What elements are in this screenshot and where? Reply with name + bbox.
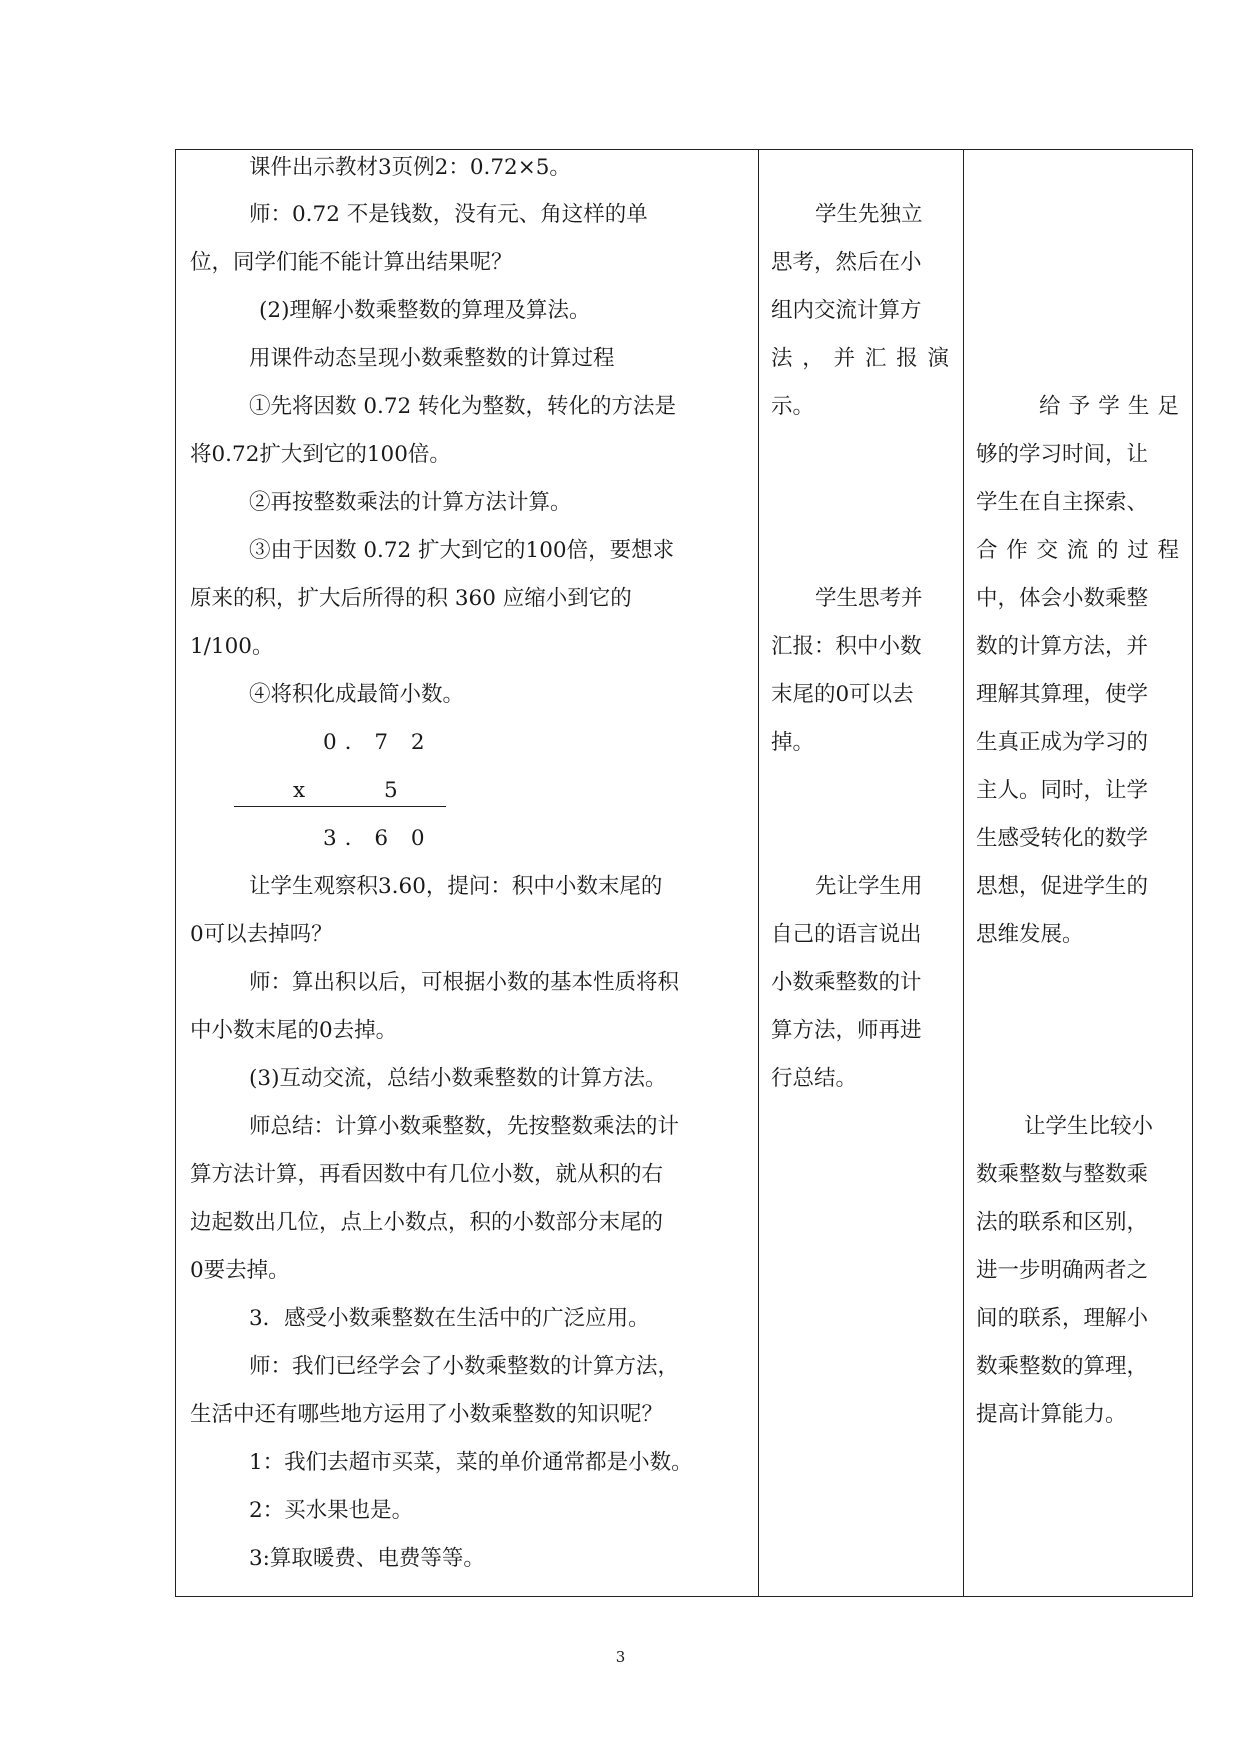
- design-intent-column: [964, 150, 1192, 1596]
- text-line: 3．感受小数乘整数在生活中的广泛应用。: [249, 1306, 650, 1331]
- text-line: 课件出示教材3页例2：0.72×5。: [249, 155, 571, 180]
- calc-rule: [234, 806, 446, 807]
- student-activity-column: [759, 150, 963, 1596]
- page-number: 3: [615, 1648, 626, 1666]
- text-line: 边起数出几位，点上小数点，积的小数部分末尾的: [190, 1210, 664, 1235]
- text-line: 思维发展。: [976, 922, 1084, 947]
- text-line: ③由于因数 0.72 扩大到它的100倍，要想求: [249, 538, 675, 563]
- text-line: 理解其算理，使学: [976, 682, 1149, 707]
- text-line: 示。: [771, 394, 815, 419]
- text-line: ①先将因数 0.72 转化为整数，转化的方法是: [249, 394, 677, 419]
- calc-multiplicand: 0. 7 2: [323, 730, 433, 755]
- text-line: 给予学生足: [1039, 394, 1179, 419]
- text-line: 法的联系和区别，: [976, 1210, 1149, 1235]
- text-line: 生真正成为学习的: [976, 730, 1149, 755]
- text-line: 数的计算方法，并: [976, 634, 1149, 659]
- text-line: 0要去掉。: [190, 1258, 290, 1283]
- text-line: ②再按整数乘法的计算方法计算。: [249, 490, 572, 515]
- text-line: 中小数末尾的0去掉。: [190, 1018, 398, 1043]
- lesson-plan-table: [175, 149, 1193, 1597]
- text-line: 原来的积，扩大后所得的积 360 应缩小到它的: [190, 586, 632, 611]
- text-line: 让学生比较小: [1024, 1114, 1154, 1139]
- text-line: 师总结：计算小数乘整数，先按整数乘法的计: [249, 1114, 680, 1139]
- calc-multiplier: 5: [384, 778, 406, 803]
- text-line: 学生在自主探索、: [976, 490, 1149, 515]
- text-line: 1/100。: [190, 634, 274, 659]
- text-line: 师：我们已经学会了小数乘整数的计算方法，: [249, 1354, 680, 1379]
- text-line: 末尾的0可以去: [771, 682, 914, 707]
- text-line: 进一步明确两者之: [976, 1258, 1149, 1283]
- text-line: 将0.72扩大到它的100倍。: [190, 442, 451, 467]
- text-line: (3)互动交流，总结小数乘整数的计算方法。: [249, 1066, 667, 1091]
- text-line: 提高计算能力。: [976, 1402, 1127, 1427]
- teaching-process-column: [176, 150, 758, 1596]
- text-line: 3:算取暖费、电费等等。: [249, 1546, 485, 1571]
- text-line: 师：算出积以后，可根据小数的基本性质将积: [249, 970, 680, 995]
- text-line: 自己的语言说出: [771, 922, 922, 947]
- text-line: 行总结。: [771, 1066, 858, 1091]
- text-line: 小数乘整数的计: [771, 970, 922, 995]
- text-line: 主人。同时，让学: [976, 778, 1149, 803]
- text-line: 够的学习时间，让: [976, 442, 1149, 467]
- text-line: 2：买水果也是。: [249, 1498, 414, 1523]
- text-line: 位，同学们能不能计算出结果呢？: [190, 250, 513, 275]
- text-line: 0可以去掉吗？: [190, 922, 333, 947]
- text-line: 让学生观察积3.60，提问：积中小数末尾的: [249, 874, 663, 899]
- text-line: 数乘整数的算理，: [976, 1354, 1149, 1379]
- text-line: 合作交流的过程: [976, 538, 1179, 563]
- text-line: 算方法，师再进: [771, 1018, 922, 1043]
- text-line: 生活中还有哪些地方运用了小数乘整数的知识呢？: [190, 1402, 664, 1427]
- text-line: 1：我们去超市买菜，菜的单价通常都是小数。: [249, 1450, 693, 1475]
- text-line: 掉。: [771, 730, 815, 755]
- text-line: 学生先独立: [815, 202, 923, 227]
- text-line: 中，体会小数乘整: [976, 586, 1149, 611]
- text-line: 组内交流计算方: [771, 298, 922, 323]
- text-line: 学生思考并: [815, 586, 923, 611]
- text-line: ④将积化成最简小数。: [249, 682, 465, 707]
- text-line: 数乘整数与整数乘: [976, 1162, 1149, 1187]
- text-line: 汇报：积中小数: [771, 634, 922, 659]
- text-line: 用课件动态呈现小数乘整数的计算过程: [249, 346, 615, 371]
- text-line: 思想，促进学生的: [976, 874, 1149, 899]
- text-line: (2)理解小数乘整数的算理及算法。: [259, 298, 591, 323]
- text-line: 师：0.72 不是钱数，没有元、角这样的单: [249, 202, 648, 227]
- text-line: 算方法计算，再看因数中有几位小数，就从积的右: [190, 1162, 664, 1187]
- text-line: 间的联系，理解小: [976, 1306, 1149, 1331]
- text-line: 法，并汇报演: [771, 346, 949, 371]
- calc-operator: x: [293, 778, 314, 803]
- calc-product: 3. 6 0: [323, 826, 433, 851]
- text-line: 思考，然后在小: [771, 250, 922, 275]
- text-line: 生感受转化的数学: [976, 826, 1149, 851]
- text-line: 先让学生用: [815, 874, 923, 899]
